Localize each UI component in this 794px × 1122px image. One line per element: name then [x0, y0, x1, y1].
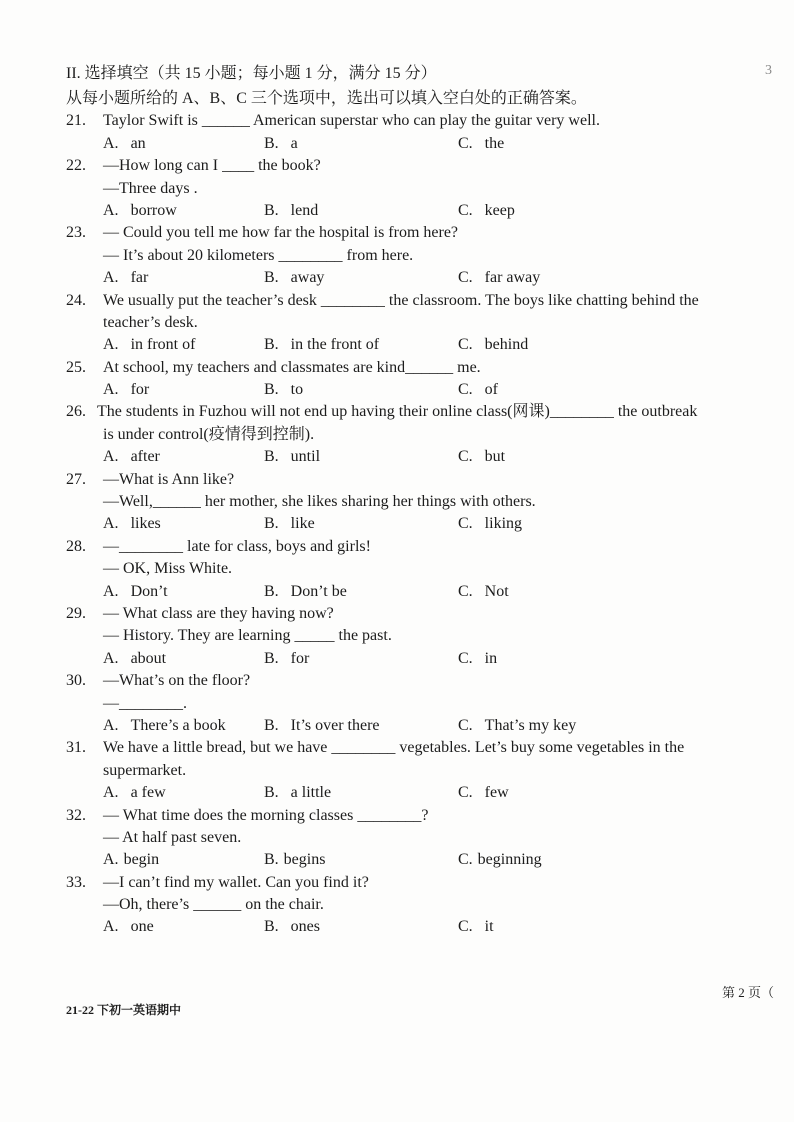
question-stem-line — [66, 155, 766, 177]
question-number: 28. — [66, 537, 86, 555]
option-text: until — [290, 448, 321, 466]
question-stem: — History. They are learning _____ the past. — [103, 627, 392, 645]
option-label: A. — [103, 336, 119, 354]
question-stem-line — [66, 536, 766, 558]
option-text: about — [130, 649, 167, 667]
option-label: C. — [458, 716, 473, 734]
question-stem-line — [66, 693, 766, 715]
section-title: II. 选择填空（共 15 小题；每小题 1 分，满分 15 分） — [66, 65, 437, 82]
question-stem-line — [66, 805, 766, 827]
option-c — [458, 133, 504, 155]
option-text: Don’t be — [290, 582, 347, 600]
option-label: C. — [458, 649, 473, 667]
option-label: A. — [103, 784, 119, 802]
option-label: A. — [103, 918, 119, 936]
option-c — [458, 648, 497, 670]
options-row — [66, 379, 766, 401]
option-c — [458, 782, 509, 804]
question-29 — [66, 603, 766, 670]
option-label: C. — [458, 381, 473, 399]
question-24 — [66, 290, 766, 357]
question-stem: — It’s about 20 kilometers ________ from here. — [103, 246, 414, 264]
option-label: B. — [264, 134, 279, 152]
question-stem-line — [66, 737, 766, 759]
option-b — [264, 715, 458, 737]
question-stem-line — [66, 357, 766, 379]
question-stem: —Three days . — [103, 179, 198, 197]
question-number: 26. — [66, 403, 86, 421]
question-stem: — At half past seven. — [103, 828, 242, 846]
question-30 — [66, 670, 766, 737]
options-row — [66, 581, 766, 603]
option-text: one — [130, 918, 154, 936]
option-c — [458, 581, 509, 603]
question-27 — [66, 469, 766, 536]
question-stem-line — [66, 178, 766, 200]
option-a — [103, 200, 264, 222]
option-text: for — [290, 649, 310, 667]
option-label: B. — [264, 649, 279, 667]
option-text: a — [290, 134, 298, 152]
options-row — [66, 715, 766, 737]
option-a — [103, 446, 264, 468]
question-number: 27. — [66, 470, 86, 488]
option-c — [458, 379, 498, 401]
option-label: B. — [264, 381, 279, 399]
option-label: A. — [103, 515, 119, 533]
option-text: It’s over there — [290, 716, 380, 734]
option-label: B. — [264, 515, 279, 533]
option-text: like — [290, 515, 315, 533]
question-stem-line — [66, 625, 766, 647]
option-label: A. — [103, 649, 119, 667]
option-text: an — [130, 134, 146, 152]
option-b — [264, 916, 458, 938]
question-number: 25. — [66, 358, 86, 376]
option-label: C. — [458, 918, 473, 936]
question-number: 23. — [66, 224, 86, 242]
options-row — [66, 200, 766, 222]
option-label: C. — [458, 201, 473, 219]
option-b — [264, 581, 458, 603]
option-label: C. — [458, 582, 473, 600]
option-text: There’s a book — [130, 716, 226, 734]
options-row — [66, 334, 766, 356]
option-text: few — [484, 784, 509, 802]
option-a — [103, 648, 264, 670]
option-text: but — [484, 448, 506, 466]
page-number: 第 2 页（ — [722, 985, 775, 1000]
question-stem-line — [66, 424, 766, 446]
options-row — [66, 513, 766, 535]
option-b — [264, 379, 458, 401]
question-stem: teacher’s desk. — [103, 313, 198, 331]
option-b — [264, 267, 458, 289]
option-c — [458, 446, 505, 468]
question-number: 22. — [66, 157, 86, 175]
option-a — [103, 513, 264, 535]
question-31 — [66, 737, 766, 804]
question-stem: supermarket. — [103, 761, 187, 779]
option-label: C. — [458, 448, 473, 466]
option-label: C. — [458, 336, 473, 354]
question-stem-line — [66, 290, 766, 312]
option-a — [103, 334, 264, 356]
option-label: A. — [103, 201, 119, 219]
option-label: B. — [264, 918, 279, 936]
question-stem-line — [66, 827, 766, 849]
option-text: ones — [290, 918, 320, 936]
question-stem-line — [66, 469, 766, 491]
question-32 — [66, 805, 766, 872]
question-number: 24. — [66, 291, 86, 309]
question-stem-line — [66, 558, 766, 580]
question-stem: — What time does the morning classes ________? — [103, 806, 429, 824]
option-b — [264, 334, 458, 356]
option-text: for — [130, 381, 150, 399]
question-number: 32. — [66, 806, 86, 824]
question-number: 31. — [66, 739, 86, 757]
question-stem: —What’s on the floor? — [103, 672, 251, 690]
option-text: behind — [484, 336, 529, 354]
option-text: lend — [290, 201, 319, 219]
options-row — [66, 267, 766, 289]
margin-page-mark: 3 — [765, 63, 772, 78]
question-stem: We have a little bread, but we have ________ vegetables. Let’s buy some vegetables in the — [103, 739, 685, 757]
option-b — [264, 513, 458, 535]
question-stem-line — [66, 491, 766, 513]
option-label: C. — [458, 515, 473, 533]
option-text: the — [484, 134, 505, 152]
options-row — [66, 849, 766, 871]
option-text: far — [130, 269, 149, 287]
option-label: B. — [264, 851, 279, 869]
option-a — [103, 267, 264, 289]
option-label: C. — [458, 269, 473, 287]
question-21 — [66, 110, 766, 155]
option-label: A. — [103, 716, 119, 734]
option-text: a few — [130, 784, 166, 802]
question-stem: The students in Fuzhou will not end up having their online class(网课)________ the outbreak — [97, 403, 698, 421]
option-b — [264, 200, 458, 222]
question-stem: —Well,______ her mother, she likes sharing her things with others. — [103, 493, 536, 511]
option-text: begin — [123, 851, 160, 869]
options-row — [66, 916, 766, 938]
option-a — [103, 715, 264, 737]
question-number: 21. — [66, 112, 86, 130]
question-stem: — What class are they having now? — [103, 604, 334, 622]
question-stem: Taylor Swift is ______ American superstar who can play the guitar very well. — [103, 112, 600, 130]
question-stem: is under control(疫情得到控制). — [103, 425, 315, 443]
question-stem-line — [66, 245, 766, 267]
option-text: Not — [484, 582, 509, 600]
options-row — [66, 133, 766, 155]
question-stem: —How long can I ____ the book? — [103, 157, 321, 175]
option-text: far away — [484, 269, 541, 287]
option-a — [103, 379, 264, 401]
question-number: 29. — [66, 604, 86, 622]
option-c — [458, 200, 515, 222]
option-text: it — [484, 918, 494, 936]
option-label: B. — [264, 784, 279, 802]
option-text: of — [484, 381, 498, 399]
option-b — [264, 782, 458, 804]
option-text: Don’t — [130, 582, 168, 600]
question-stem-line — [66, 894, 766, 916]
option-label: B. — [264, 716, 279, 734]
question-28 — [66, 536, 766, 603]
question-22 — [66, 155, 766, 222]
option-label: C. — [458, 134, 473, 152]
question-stem: At school, my teachers and classmates are kind______ me. — [103, 358, 481, 376]
option-label: A. — [103, 134, 119, 152]
option-label: A. — [103, 582, 119, 600]
option-a — [103, 581, 264, 603]
exam-code: 21-22 下初一英语期中 — [66, 1003, 181, 1017]
option-text: That’s my key — [484, 716, 577, 734]
question-number: 30. — [66, 672, 86, 690]
option-label: B. — [264, 269, 279, 287]
question-stem: —________ late for class, boys and girls! — [103, 537, 371, 555]
option-text: in the front of — [290, 336, 380, 354]
options-row — [66, 446, 766, 468]
option-label: A. — [103, 381, 119, 399]
option-a — [103, 782, 264, 804]
option-a — [103, 849, 264, 871]
option-label: B. — [264, 448, 279, 466]
option-label: B. — [264, 201, 279, 219]
question-stem: —I can’t find my wallet. Can you find it? — [103, 873, 369, 891]
question-33 — [66, 872, 766, 939]
option-b — [264, 648, 458, 670]
question-stem-line — [66, 222, 766, 244]
question-stem: We usually put the teacher’s desk ________ the classroom. The boys like chatting behind the — [103, 291, 699, 309]
option-b — [264, 446, 458, 468]
option-label: A. — [103, 448, 119, 466]
option-c — [458, 715, 576, 737]
question-stem: —Oh, there’s ______ on the chair. — [103, 896, 324, 914]
question-stem: —________. — [103, 694, 187, 712]
question-stem: — Could you tell me how far the hospital is from here? — [103, 224, 459, 242]
question-stem-line — [66, 401, 766, 423]
question-stem-line — [66, 312, 766, 334]
option-a — [103, 916, 264, 938]
option-text: likes — [130, 515, 161, 533]
question-stem-line — [66, 760, 766, 782]
question-stem-line — [66, 603, 766, 625]
option-text: liking — [484, 515, 523, 533]
option-text: keep — [484, 201, 515, 219]
section-multiple-choice — [66, 60, 766, 939]
option-label: C. — [458, 784, 473, 802]
option-text: in front of — [130, 336, 196, 354]
question-23 — [66, 222, 766, 289]
question-stem: —What is Ann like? — [103, 470, 235, 488]
option-text: after — [130, 448, 160, 466]
option-b — [264, 133, 458, 155]
question-stem-line — [66, 110, 766, 132]
option-text: begins — [283, 851, 326, 869]
options-row — [66, 648, 766, 670]
option-label: B. — [264, 582, 279, 600]
question-26 — [66, 401, 766, 468]
option-a — [103, 133, 264, 155]
option-c — [458, 849, 542, 871]
question-stem: — OK, Miss White. — [103, 560, 233, 578]
option-label: A. — [103, 851, 119, 869]
section-instruction: 从每小题所给的 A、B、C 三个选项中，选出可以填入空白处的正确答案。 — [66, 90, 587, 107]
option-text: a little — [290, 784, 332, 802]
option-text: beginning — [477, 851, 542, 869]
option-text: borrow — [130, 201, 177, 219]
option-b — [264, 849, 458, 871]
question-stem-line — [66, 670, 766, 692]
option-text: away — [290, 269, 325, 287]
option-c — [458, 267, 540, 289]
question-stem-line — [66, 872, 766, 894]
question-number: 33. — [66, 873, 86, 891]
question-25 — [66, 357, 766, 402]
options-row — [66, 782, 766, 804]
option-c — [458, 334, 528, 356]
option-text: in — [484, 649, 498, 667]
option-text: to — [290, 381, 304, 399]
option-label: B. — [264, 336, 279, 354]
option-label: C. — [458, 851, 473, 869]
option-c — [458, 513, 522, 535]
option-c — [458, 916, 494, 938]
option-label: A. — [103, 269, 119, 287]
